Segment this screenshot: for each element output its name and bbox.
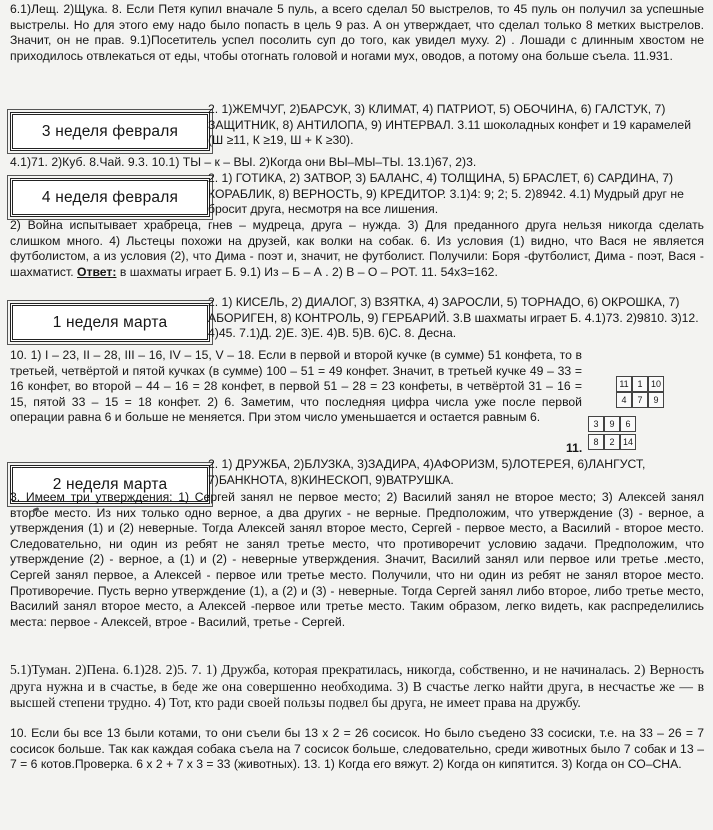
grid-cell: 4 xyxy=(616,392,632,408)
text-block-mar2-p10: 10. Если бы все 13 были котами, то они съели бы 13 х 2 = 26 сосисок. Но было съедено 33 сосиски, т.е. на 33 – 26 = 7 сосисок больше. Так как каждая собака съела на 7 сосисок больше, следовательно, среди животных было 7 собак и 13 – 7 = 6 котов.Проверка. 6 х 2 + 7 х 3 = 33 (животных). 13. 1) Когда его вяжут. 2) Когда он кипятится. 3) Когда он СО–СНА. xyxy=(10,726,704,772)
text-block-mar2-p5: 5.1)Туман. 2)Пена. 6.1)28. 2)5. 7. 1) Дружба, которая прекратилась, никогда, собственно, и не начиналась. 2) Верность друга нужна и в счастье, в беде же она совершенно необходима. 3) В счастье легко найти друга, в несчастье же — в высшей степени трудно. 4) Тот, кто ради своей пользы подвел бы друга, не имеет права на дружбу. xyxy=(10,662,704,711)
puzzle-label: 11. xyxy=(566,441,583,455)
grid-cell: 8 xyxy=(588,434,604,450)
feb4-text-part2: в шахматы играет Б. 9.1) Из – Б – А . 2) В – О – РОТ. 11. 54х3=162. xyxy=(116,264,498,279)
text-block-feb3-after: 4.1)71. 2)Куб. 8.Чай. 9.3. 10.1) ТЫ – к – ВЫ. 2)Когда они ВЫ–МЫ–ТЫ. 13.1)67, 2)3. xyxy=(10,155,477,169)
answer-word: Ответ: xyxy=(77,264,117,279)
text-block-mar2-side: 2. 1) ДРУЖБА, 2)БЛУЗКА, 3)ЗАДИРА, 4)АФОРИЗМ, 5)ЛОТЕРЕЯ, 6)ЛАНГУСТ, 7)БАНКНОТА, 8)КИНЕСКОП, 9)ВАТРУШКА. xyxy=(208,457,646,487)
feb4-text-part1: 2) Война испытывает храбреца, гнев – мудреца, друга – нужда. 3) Для преданного друга нельзя никогда сделать слишком много. 4) Льстецы похожи на друзей, как волки на собак. 6. Из условия (1) видно, что Вася не является футболистом, а из условия (2), что Дима - поэт и, значит, не футболист. Получили: Боря -футболист, Дима - поэт, Вася - шахматист. xyxy=(10,218,704,279)
text-block-mar1-after: 10. 1) I – 23, II – 28, III – 16, IV – 15, V – 18. Если в первой и второй кучке (в сумме) 51 конфета, то в третьей, четвёртой и пятой кучках (в сумме) 100 – 51 = 49 конфет. Значит, в третьей кучке 49 – 33 = 16 конфет, во второй – 44 – 16 = 28 конфет, в первой 51 – 28 = 23 конфеты, в четвёртой 31 – 16 = 15, пятой 33 – 15 = 18 конфет. 2) 6. Заметим, что последняя цифра числа уже после первой операции равна 6 и больше не меняется. При этом число уменьшается и остается равным 6. xyxy=(10,348,582,425)
grid-cell: 1 xyxy=(632,376,648,392)
text-block-top: 6.1)Лещ. 2)Щука. 8. Если Петя купил вначале 5 пуль, а всего сделал 50 выстрелов, то 45 пуль он получил за успешные выстрелы. Но для этого ему надо было попасть в цель 9 раз. А он утверждает, что сделал только 8 метких выстрелов. Значит, он не прав. 9.1)Посетитель успел посолить суп до того, как увидел муху. 2) . Лошади с длинным хвостом не приходилось отвлекаться от еды, чтобы отогнать головой и ногами мух, оводов, а потому она больше съела. 11.931. xyxy=(10,2,704,63)
grid-cell: 10 xyxy=(648,376,664,392)
number-grid xyxy=(588,376,710,456)
grid-cell: 11 xyxy=(616,376,632,392)
grid-cell: 6 xyxy=(620,416,636,432)
grid-cell: 7 xyxy=(632,392,648,408)
grid-cell: 9 xyxy=(648,392,664,408)
week-header-feb-4: 4 неделя февраля xyxy=(10,178,210,217)
week-header-feb-3: 3 неделя февраля xyxy=(10,112,210,151)
grid-cell: 14 xyxy=(620,434,636,450)
text-block-feb3-side: 2. 1)ЖЕМЧУГ, 2)БАРСУК, 3) КЛИМАТ, 4) ПАТРИОТ, 5) ОБОЧИНА, 6) ГАЛСТУК, 7) ЗАЩИТНИК, 8) АНТИЛОПА, 9) ИНТЕРВАЛ. 3.11 шоколадных конфет и 19 карамелей (Ш ≥11, К ≥19, Ш + К ≥30). xyxy=(208,102,691,148)
grid-cell: 3 xyxy=(588,416,604,432)
text-block-mar2-p3: 3. Имеем три утверждения: 1) Сергей занял не первое место; 2) Василий занял не второе место; 3) Алексей занял второе место. Из них только одно верное, а два других - не верные. Предположим, что утверждение (3) - верное, а утверждения (1) и (2) неверные. Тогда Алексей занял второе место, Сергей - первое место, а Василий - второе место. Следовательно, ни один из ребят не занял третье место, что противоречит условию задачи. Предположим, что утверждение (2) - верное, а (1) и (2) - неверные утверждения. Значит, Василий занял или первое или третье .место, Сергей занял первое, а Алексей - первое или третье место. Получили, что ни один из ребят не занял второе место. Противоречие. Пусть верно утверждение (1), а (2) и (3) - неверные. Тогда Сергей занял либо второе, либо третье место, Василий занял второе место, а Алексей -первое или третье место. Таким образом, легко видеть, как распределились места: первое - Алексей, втрое - Василий, третье - Сергей. xyxy=(10,490,704,629)
week-header-mar-2: 2 неделя марта xyxy=(10,465,210,504)
text-block-feb4-after xyxy=(10,218,704,280)
grid-cell: 9 xyxy=(604,416,620,432)
week-header-mar-1: 1 неделя марта xyxy=(10,303,210,342)
grid-cell: 2 xyxy=(604,434,620,450)
text-block-mar1-side: 2. 1) КИСЕЛЬ, 2) ДИАЛОГ, 3) ВЗЯТКА, 4) ЗАРОСЛИ, 5) ТОРНАДО, 6) ОКРОШКА, 7) АБОРИГЕН, 8) КОНТРОЛЬ, 9) ГЕРБАРИЙ. 3.В шахматы играет Б. 4.1)73. 2)9810. 3)12. 4)45. 7.1)Д. 2)Е. 3)Е. 4)В. 5)В. 6)С. 8. Десна. xyxy=(208,295,699,341)
text-block-feb4-side: 2. 1) ГОТИКА, 2) ЗАТВОР, 3) БАЛАНС, 4) ТОЛЩИНА, 5) БРАСЛЕТ, 6) САРДИНА, 7) КОРАБЛИК, 8) ВЕРНОСТЬ, 9) КРЕДИТОР. 3.1)4: 9; 2; 5. 2)8942. 4.1) Мудрый друг не бросит друга, несмотря на все лишения. xyxy=(208,171,684,217)
